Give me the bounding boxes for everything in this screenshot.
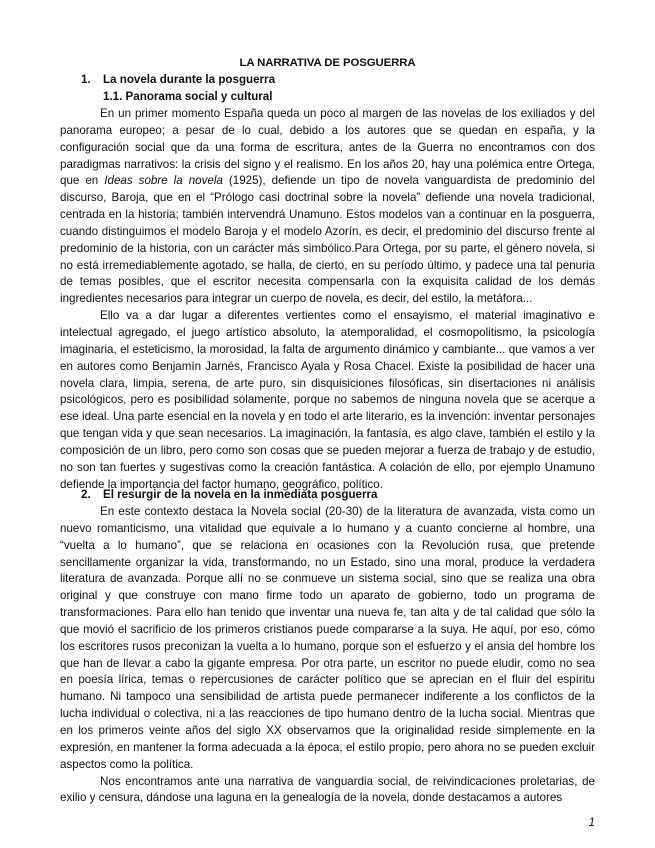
section-1-number: 1. [81,73,91,86]
section-1-heading [81,72,275,89]
section-2-number: 2. [81,488,91,501]
page-number: 1 [588,817,595,829]
subsection-1-1-heading: 1.1. Panorama social y cultural [103,90,273,103]
paragraph-text: (1925), defiende un tipo de novela vanguardista de predominio del discurso, Baroja, que en el “Prólogo casi doctrinal sobre la novela” defiende una novela tradicional, centrada en la historia; también intervendrá Unamuno. Estos modelos van a continuar en la posguerra, cuando distinguimos el modelo Baroja y el modelo Azorín, es decir, el predominio del discurso frente al predominio de la historia, con un carácter más simbólico.Para Ortega, por su parte, el género novela, si no está irremediablemente agotado, se halla, de cierto, en su período último, y padece una tal penuria de temas posibles, que el escritor necesita compensarla con la exquisita calidad de los demás ingredientes necesarios para integrar un cuerpo de novela, es decir, del estilo, la metáfora... [60,174,595,306]
section-2-body [60,504,595,807]
paragraph: En este contexto destaca la Novela social (20-30) de la literatura de avanzada, vista como un nuevo romanticismo, una vitalidad que equivale a lo humano y a cuanto concierne al hombre, una “vuelta a lo humano”, que se relaciona en ocasiones con la Revolución rusa, que pretende sencillamente organizar la vida, transformando, no un Estado, sino una moral, produce la verdadera literatura de avanzada. Porque allí no se conmueve un sistema social, sino que se realiza una obra original y que construye con mano firme todo un aparato de gobierno, todo un programa de transformaciones. Para ello han tenido que inventar una nueva fe, tan alta y de tal calidad que sólo la que movió el sacrificio de los primeros cristianos puede compararse a la suya. He aquí, por eso, cómo los escritores rusos preconizan la vuelta a lo humano, porque son el esfuerzo y el ansia del hombre los que han de llevar a cabo la gigante empresa. Por otra parte, un escritor no puede eludir, como no sea en poesía lírica, temas o repercusiones de carácter político que se aprecian en el fluir del espíritu humano. Ni tampoco una sensibilidad de artista puede permanecer indiferente a los conflictos de la lucha individual o colectiva, ni a las reacciones de tipo humano dentro de la lucha social. Mientras que en los primeros veinte años del siglo XX observamos que la originalidad reside simplemente en la expresión, en mantener la forma adecuada a la época, el estilo propio, pero ahora no se pueden excluir aspectos como la política. [60,505,595,771]
paragraph-text: En un primer momento España queda un poco al margen de las novelas de los exiliados y del panorama europeo; a pesar de lo cual, debido a los autores que se quedan en españa, y la configuración social que da una forma de escritura, antes de la Guerra no encontramos con dos paradigmas narrativos: la crisis del signo y el realismo. En los años 20, hay una polémica entre Ortega, que en [60,107,595,188]
paragraph: Nos encontramos ante una narrativa de vanguardia social, de reivindicaciones proletarias, de exilio y censura, dándose una laguna en la genealogía de la novela, donde destacamos a autores [60,774,595,805]
book-title: Ideas sobre la novela [104,174,223,188]
paragraph [60,106,595,308]
section-1-body [60,106,595,493]
section-1-title: La novela durante la posguerra [103,73,276,86]
section-2-title: El resurgir de la novela en la inmediata posguerra [103,488,378,501]
document-title: LA NARRATIVA DE POSGUERRA [239,57,416,69]
paragraph: Ello va a dar lugar a diferentes vertientes como el ensayismo, el material imaginativo e intelectual agregado, el juego artístico absoluto, la atemporalidad, el cosmopolitismo, la psicología imaginaria, el esteticismo, la morosidad, la falta de argumento dinámico y cambiante... que vamos a ver en autores como Benjamín Jarnés, Francisco Ayala y Rosa Chacel. Existe la posibilidad de hacer una novela clara, limpia, serena, de arte puro, sin disquisiciones filosóficas, sin disertaciones ni análisis psicológicos, pero es posibilidad solamente, porque no sabemos de ninguna novela que se acerque a ese ideal. Una parte esencial en la novela y en todo el arte literario, es la invención: inventar personajes que tengan vida y que sean necesarios. La imaginación, la fantasía, es algo clave, también el estilo y la composición de un libro, pero como son cosas que se pueden mejorar a fuerza de trabajo y de estudio, no son tan fuertes y sugestivas como la creación fantástica. A colación de ello, por ejemplo Unamuno defiende la importancia del factor humano, geográfico, político. [60,309,595,491]
section-2-heading [81,487,377,504]
